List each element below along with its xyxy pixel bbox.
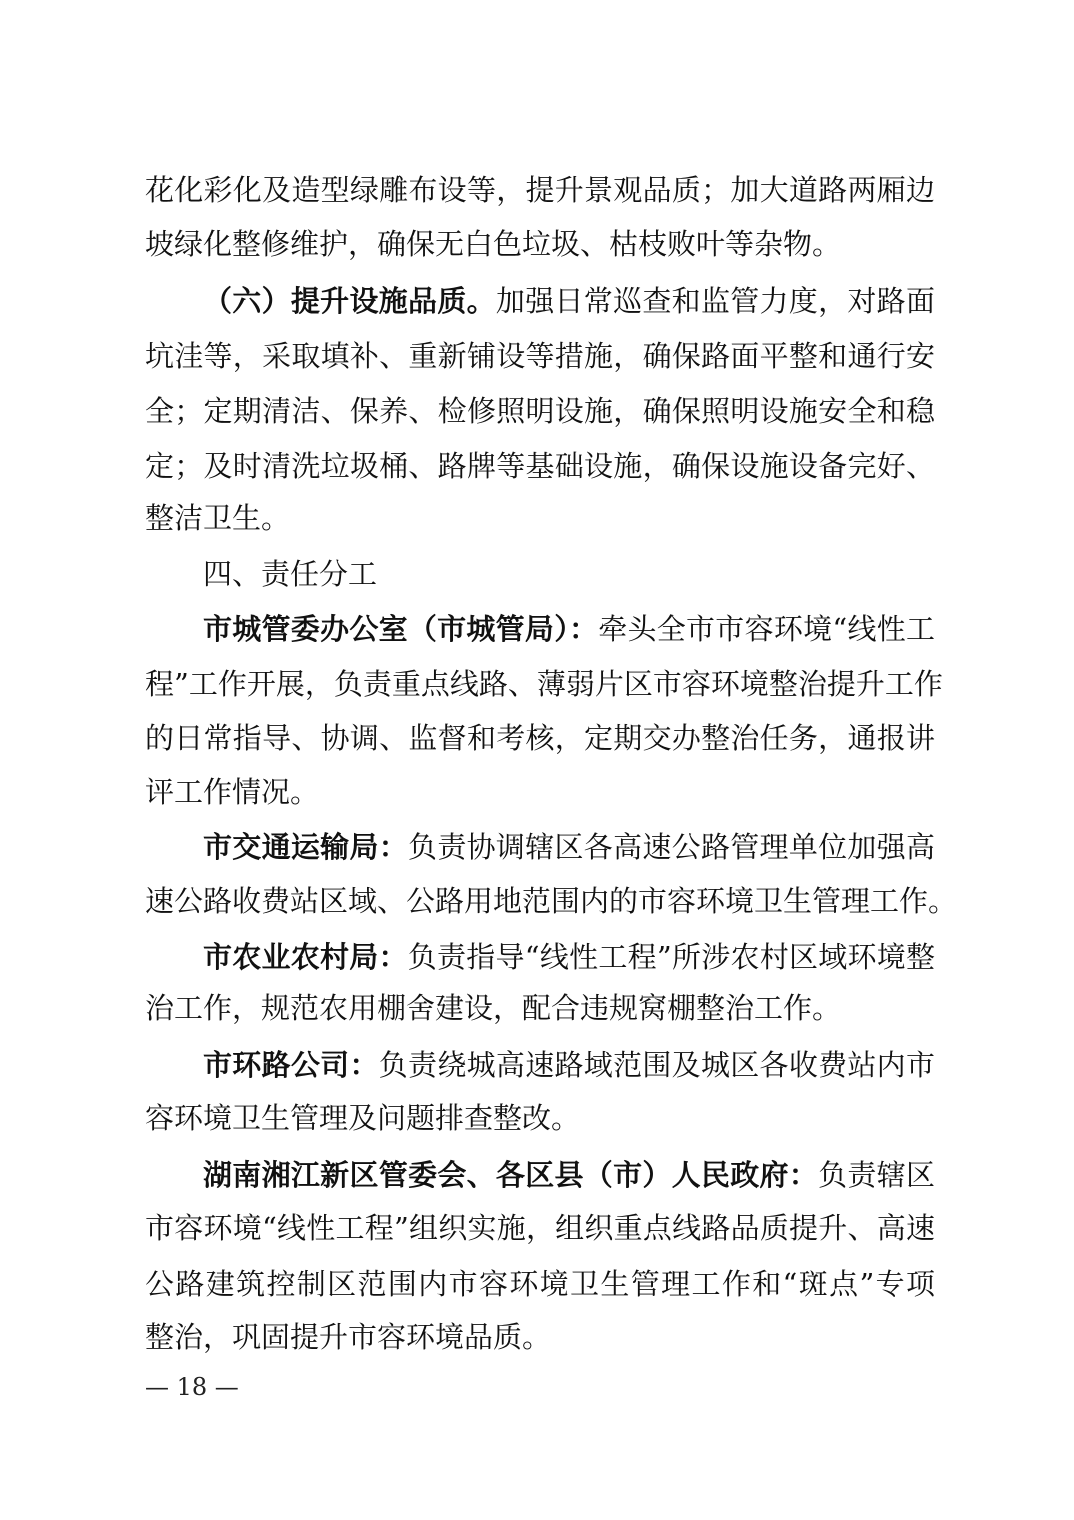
section-heading-line: 市农业农村局：负责指导“线性工程”所涉农村区域环境整 [203,940,935,974]
paragraph-line: 花化彩化及造型绿雕布设等，提升景观品质；加大道路两厢边 [145,173,935,207]
bold-heading: （六）提升设施品质。 [203,284,496,318]
page-number: — 18 — [145,1373,239,1401]
bold-heading: 市环路公司： [203,1048,379,1082]
paragraph-line: 程”工作开展，负责重点线路、薄弱片区市容环境整治提升工作 [145,667,943,701]
paragraph-line: 的日常指导、协调、监督和考核，定期交办整治任务，通报讲 [145,721,935,755]
section-heading-line: 市环路公司：负责绕城高速路域范围及城区各收费站内市 [203,1048,935,1082]
section-heading-line: 市城管委办公室（市城管局）：牵头全市市容环境“线性工 [203,612,935,646]
paragraph-line: 整洁卫生。 [145,501,291,535]
section-heading-line: （六）提升设施品质。加强日常巡查和监管力度，对路面 [203,284,935,318]
paragraph-line: 坡绿化整修维护，确保无白色垃圾、枯枝败叶等杂物。 [145,227,842,261]
section-heading-line: 市交通运输局：负责协调辖区各高速公路管理单位加强高 [203,830,935,864]
paragraph-line: 整治，巩固提升市容环境品质。 [145,1320,552,1354]
section-heading-line: 湖南湘江新区管委会、各区县（市）人民政府：负责辖区 [203,1158,935,1192]
bold-heading: 市农业农村局： [203,940,408,974]
paragraph-line: 公路建筑控制区范围内市容环境卫生管理工作和“斑点”专项 [145,1267,935,1301]
paragraph-line: 全；定期清洁、保养、检修照明设施，确保照明设施安全和稳 [145,394,935,428]
paragraph-line: 定；及时清洗垃圾桶、路牌等基础设施，确保设施设备完好、 [145,449,935,483]
bold-heading: 湖南湘江新区管委会、各区县（市）人民政府： [203,1158,819,1192]
paragraph-line: 治工作，规范农用棚舍建设，配合违规窝棚整治工作。 [145,991,842,1025]
paragraph-line: 评工作情况。 [145,775,320,809]
bold-heading: 市交通运输局： [203,830,409,864]
bold-heading: 市城管委办公室（市城管局）： [203,612,599,646]
paragraph-line: 速公路收费站区域、公路用地范围内的市容环境卫生管理工作。 [145,884,958,918]
paragraph-line: 坑洼等，采取填补、重新铺设等措施，确保路面平整和通行安 [145,339,935,373]
paragraph-line: 市容环境“线性工程”组织实施，组织重点线路品质提升、高速 [145,1211,935,1245]
paragraph-line: 容环境卫生管理及问题排查整改。 [145,1101,581,1135]
chapter-heading: 四、责任分工 [203,557,378,591]
